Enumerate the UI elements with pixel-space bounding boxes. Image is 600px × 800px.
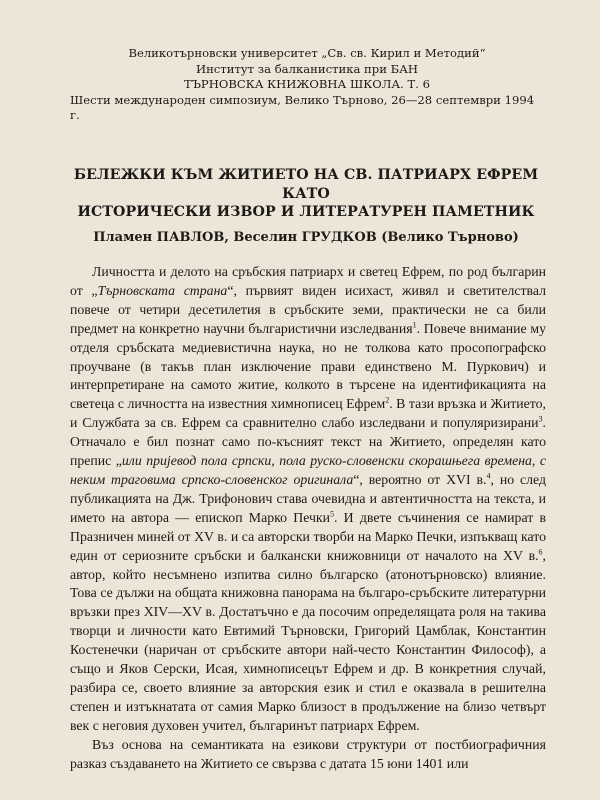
text-run: Личността и делото на сръбския патриарх и светец Ефрем, по род българин от „ [70,264,546,298]
footnote-ref-1: 1 [412,320,417,330]
italic-quote: Търновската страна [97,282,228,298]
text-run: . И двете съчинения се намират в Празничен миней от XV в. и са авторски творби на Марко Печки, изпъкващ като един от сериозните сръбски и балкански книжовници от началото на XV в. [70,509,546,563]
article-title-line-1: БЕЛЕЖКИ КЪМ ЖИТИЕТО НА СВ. ПАТРИАРХ ЕФРЕМ КАТО [73,167,539,202]
paragraph-1 [70,263,546,736]
header-institute: Институт за балканистика при БАН [195,61,419,76]
article-authors: Пламен ПАВЛОВ, Веселин ГРУДКОВ (Велико Търново) [93,229,519,245]
footnote-ref-3: 3 [538,414,543,424]
publication-header [70,46,544,124]
header-university: Великотърновски университет „Св. св. Кирил и Методий“ [128,46,486,60]
text-run: . Отначало е бил познат само по-късният текст на Житието, определян като препис „ [70,415,546,469]
article-body [70,263,546,773]
paragraph-2: Въз основа на семантиката на езикови структури от постбиографичния разказ създаването на Житието се свързва с датата 15 юни 1401 или [70,736,546,771]
article-title [68,166,544,222]
text-run: , но след публикацията на Дж. Трифонович става очевидна и автентичността на текста, и името на автора — епископ Марко Печки [70,471,546,525]
header-symposium: Шести международен симпозиум, Велико Търново, 26—28 септември 1994 г. [70,92,535,123]
text-run: “, първият виден исихаст, живял и светителствал повече от четири десетилетия в сръбските земи, практически не са били предмет на конкретно научни българистични изследвания [70,282,546,336]
text-run: “, вероятно от XVI в. [353,471,487,487]
footnote-ref-2: 2 [385,395,390,405]
header-series: ТЪРНОВСКА КНИЖОВНА ШКОЛА. Т. 6 [183,77,431,92]
text-run: . В тази връзка и Житието, и Службата за св. Ефрем са сравнително слабо изследвани и популяризирани [70,396,546,431]
footnote-ref-4: 4 [486,471,491,481]
footnote-ref-6: 6 [538,547,543,556]
text-run: . Повече внимание му отделя сръбската медиевистична наука, но не толкова като просопографско проучване (в такъв план изключение прави единствено М. Пуркович) и интерпретиране на самото житие, колкото в търсене на идентификацията на светеца с личността на известния химнописец Ефрем [70,320,546,412]
article-heading [68,166,544,247]
italic-quote: или пријевод пола српски, пола руско-словенски скорашњега времена, с неким траговима српско-словенског оригинала [70,453,546,487]
footnote-ref-5: 5 [330,509,334,519]
article-title-line-2: ИСТОРИЧЕСКИ ИЗВОР И ЛИТЕРАТУРЕН ПАМЕТНИК [77,204,535,220]
text-run: , автор, който несъмнено изпитва силно българско (атонотърновско) влияние. Това се дължи на общата книжовна панорама на българо-сръбските литературни връзки през XIV—XV в. Достатъчно е да посочим определящата роля на такива творци и личности като Евтимий Търновски, Григорий Цамблак, Константин Костенечки (наричан от сръбските автори най-често Константин Философ), а също и Яков Серски, Исая, химнописецът Ефрем и др. В конкретния случай, разбира се, своето влияние за авторския език и стил е оказвала в решителна степен и изтъкнатата от самия Марко близост в продължение на близо четвърт век с неговия духовен учител, българинът патриарх Ефрем. [70,547,546,733]
